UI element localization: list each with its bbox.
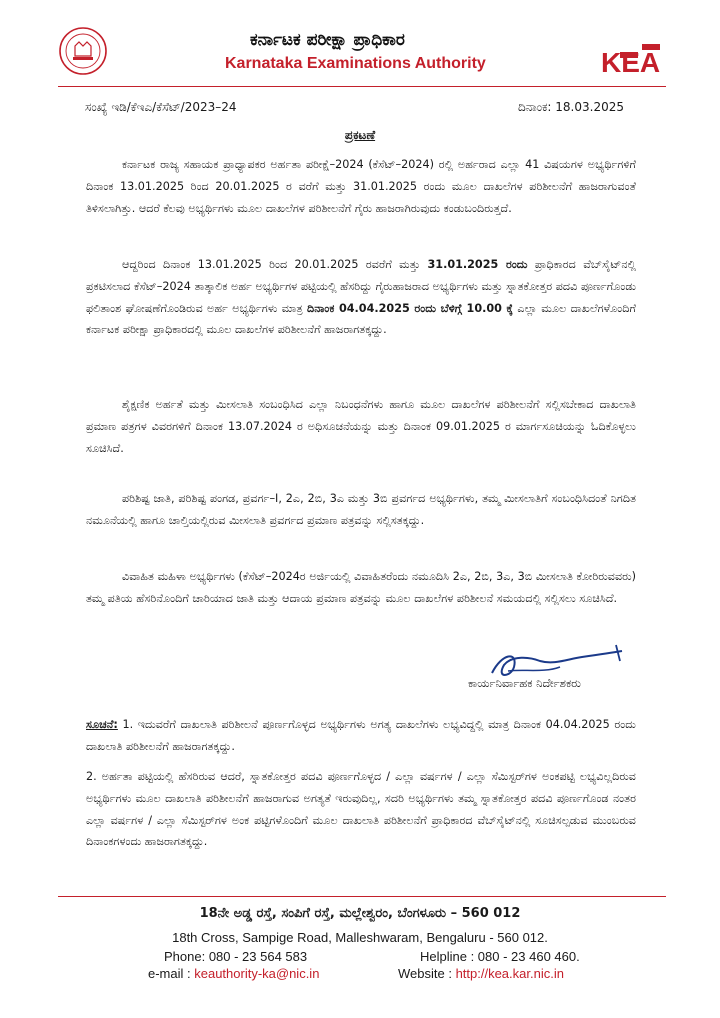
footer-phone: Phone: 080 - 23 564 583 xyxy=(164,949,308,964)
kea-logo-text: KEA xyxy=(601,47,661,76)
paragraph-3: ಶೈಕ್ಷಣಿಕ ಅರ್ಹತೆ ಮತ್ತು ಮೀಸಲಾತಿ ಸಂಬಂಧಿಸಿದ ಎಲ್ಲಾ ನಿಬಂಧನೆಗಳು ಹಾಗೂ ಮೂಲ ದಾಖಲೆಗಳ ಪರಿಶೀಲನೆಗೆ ಸಲ್ಲಿಸಬೇಕಾದ ದಾಖಲಾತಿ ಪ್ರಮಾಣ ಪತ್ರಗಳ ವಿವರಗಳಿಗೆ ದಿನಾಂಕ 13.07.2024 ರ ಅಧಿಸೂಚನೆಯನ್ನು ಮತ್ತು ದಿನಾಂಕ 09.01.2025 ರ ಮಾರ್ಗಸೂಚಿಯನ್ನು ಓದಿಕೊಳ್ಳಲು ಸೂಚಿಸಿದೆ. xyxy=(86,398,636,455)
paragraph-2-bold-date: 31.01.2025 ರಂದು xyxy=(427,258,528,271)
kea-logo-icon xyxy=(598,30,678,76)
footer-website-label: Website : xyxy=(398,966,456,981)
notice-title: ಪ್ರಕಟಣೆ xyxy=(344,128,376,142)
note-2: 2. ಅರ್ಹತಾ ಪಟ್ಟಿಯಲ್ಲಿ ಹೆಸರಿರುವ ಆದರೆ, ಸ್ನಾತಕೋತ್ತರ ಪದವಿ ಪೂರ್ಣಗೊಳ್ಳದ / ಎಲ್ಲಾ ವರ್ಷಗಳ / ಎಲ್ಲಾ ಸೆಮಿಸ್ಟರ್‌ಗಳ ಅಂಕಪಟ್ಟಿ ಲಭ್ಯವಿಲ್ಲದಿರುವ ಅಭ್ಯರ್ಥಿಗಳು ಮೂಲ ದಾಖಲಾತಿ ಪರಿಶೀಲನೆಗೆ ಹಾಜರಾಗುವ ಅಗತ್ಯತೆ ಇರುವುದಿಲ್ಲ, ಸದರಿ ಅಭ್ಯರ್ಥಿಗಳು ತಮ್ಮ ಸ್ನಾತಕೋತ್ತರ ಪದವಿ ಪೂರ್ಣಗೊಂಡ ನಂತರ ಎಲ್ಲಾ ವರ್ಷಗಳ / ಎಲ್ಲಾ ಸೆಮಿಸ್ಟರ್‌ಗಳ ಅಂಕ ಪಟ್ಟಿಗಳೊಂದಿಗೆ ಮೂಲ ದಾಖಲಾತಿ ಪರಿಶೀಲನೆಗೆ ಪ್ರಾಧಿಕಾರದ ವೆಬ್‌ಸೈಟ್‌ನಲ್ಲಿ ಸೂಚಿಸಲ್ಪಡುವ ಮುಂಬರುವ ದಿನಾಂಕಗಳಂದು ಹಾಜರಾಗತಕ್ಕದ್ದು. xyxy=(86,770,636,849)
paragraph-2-text-c: ಪ್ರಾಧಿಕಾರದ ವೆಬ್‌ಸೈಟ್‌ನಲ್ಲಿ ಪ್ರಕಟಿಸಲಾದ ಕೆಸೆಟ್–2024 ತಾತ್ಕಾಲಿಕ ಅರ್ಹ ಅಭ್ಯರ್ಥಿಗಳ ಪಟ್ಟಿಯಲ್ಲಿ ಹೆಸರಿದ್ದು ಗೈರುಹಾಜರಾದ ಅಭ್ಯರ್ಥಿಗಳು ಮತ್ತು ಸ್ನಾತಕೋತ್ತರ ಪದವಿ ಪೂರ್ಣಗೊಂಡು ಫಲಿತಾಂಶ ಘೋಷಣೆಗೊಂಡಿರುವ ಅರ್ಹ ಅಭ್ಯರ್ಥಿಗಳು ಮಾತ್ರ xyxy=(86,258,636,315)
reference-number: ಸಂಖ್ಯೆ ಇಡಿ/ಕೆಇಎ/ಕೆಸೆಟ್/2023–24 xyxy=(85,100,237,114)
paragraph-2-text-a: ಆದ್ದರಿಂದ ದಿನಾಂಕ 13.01.2025 ರಿಂದ 20.01.2025 ರವರೆಗೆ ಮತ್ತು xyxy=(122,258,428,271)
paragraph-4: ಪರಿಶಿಷ್ಟ ಜಾತಿ, ಪರಿಶಿಷ್ಟ ಪಂಗಡ, ಪ್ರವರ್ಗ–I, 2ಎ, 2ಬಿ, 3ಎ ಮತ್ತು 3ಬಿ ಪ್ರವರ್ಗದ ಅಭ್ಯರ್ಥಿಗಳು, ತಮ್ಮ ಮೀಸಲಾತಿಗೆ ಸಂಬಂಧಿಸಿದಂತೆ ನಿಗದಿತ ನಮೂನೆಯಲ್ಲಿ ಹಾಗೂ ಚಾಲ್ತಿಯಲ್ಲಿರುವ ಮೀಸಲಾತಿ ಪ್ರವರ್ಗದ ಪ್ರಮಾಣ ಪತ್ರವನ್ನು ಸಲ್ಲಿಸತಕ್ಕದ್ದು. xyxy=(86,492,636,527)
footer-email xyxy=(148,966,319,981)
footer-divider xyxy=(58,896,666,897)
footer-website-link[interactable]: http://kea.kar.nic.in xyxy=(455,966,564,981)
footer-email-label: e-mail : xyxy=(148,966,195,981)
paragraph-2 xyxy=(86,254,636,341)
paragraph-2-bold-schedule: ದಿನಾಂಕ 04.04.2025 ರಂದು ಬೆಳಿಗ್ಗೆ 10.00 ಕ್ಕೆ xyxy=(307,301,514,315)
reference-date: ದಿನಾಂಕ: 18.03.2025 xyxy=(518,100,624,114)
authority-name-kannada: ಕರ್ನಾಟಕ ಪರೀಕ್ಷಾ ಪ್ರಾಧಿಕಾರ xyxy=(250,30,405,50)
footer-address-english: 18th Cross, Sampige Road, Malleshwaram, Bengaluru - 560 012. xyxy=(172,930,548,945)
note-1 xyxy=(86,714,636,758)
footer-helpline: Helpline : 080 - 23 460 460. xyxy=(420,949,580,964)
karnataka-emblem-icon xyxy=(58,26,108,76)
paragraph-2-text-e: ಎಲ್ಲಾ ಮೂಲ ದಾಖಲೆಗಳೊಂದಿಗೆ ಕರ್ನಾಟಕ ಪರೀಕ್ಷಾ ಪ್ರಾಧಿಕಾರದಲ್ಲಿ ಮೂಲ ದಾಖಲೆಗಳ ಪರಿಶೀಲನೆಗೆ ಹಾಜರಾಗತಕ್ಕದ್ದು. xyxy=(86,301,636,337)
notes-heading: ಸೂಚನೆ: xyxy=(86,718,118,731)
footer-address-kannada: 18ನೇ ಅಡ್ಡ ರಸ್ತೆ, ಸಂಪಿಗೆ ರಸ್ತೆ, ಮಲ್ಲೇಶ್ವರಂ, ಬೆಂಗಳೂರು – 560 012 xyxy=(199,906,521,921)
authority-name-english: Karnataka Examinations Authority xyxy=(225,55,486,72)
signatory-designation: ಕಾರ್ಯನಿರ್ವಾಹಕ ನಿರ್ದೇಶಕರು xyxy=(468,676,581,690)
paragraph-1: ಕರ್ನಾಟಕ ರಾಜ್ಯ ಸಹಾಯಕ ಪ್ರಾಧ್ಯಾಪಕರ ಅರ್ಹತಾ ಪರೀಕ್ಷೆ–2024 (ಕೆಸೆಟ್–2024) ರಲ್ಲಿ ಅರ್ಹರಾದ ಎಲ್ಲಾ 41 ವಿಷಯಗಳ ಅಭ್ಯರ್ಥಿಗಳಿಗೆ ದಿನಾಂಕ 13.01.2025 ರಿಂದ 20.01.2025 ರ ವರೆಗೆ ಮತ್ತು 31.01.2025 ರಂದು ಮೂಲ ದಾಖಲೆಗಳ ಪರಿಶೀಲನೆಗೆ ಹಾಜರಾಗುವಂತೆ ತಿಳಿಸಲಾಗಿತ್ತು. ಆದರೆ ಕೆಲವು ಅಭ್ಯರ್ಥಿಗಳು ಮೂಲ ದಾಖಲೆಗಳ ಪರಿಶೀಲನೆಗೆ ಗೈರು ಹಾಜರಾಗಿರುವುದು ಕಂಡುಬಂದಿರುತ್ತದೆ. xyxy=(86,158,636,215)
paragraph-5: ವಿವಾಹಿತ ಮಹಿಳಾ ಅಭ್ಯರ್ಥಿಗಳು (ಕೆಸೆಟ್–2024ರ ಅರ್ಜಿಯಲ್ಲಿ ವಿವಾಹಿತರೆಂದು ನಮೂದಿಸಿ 2ಎ, 2ಬಿ, 3ಎ, 3ಬಿ ಮೀಸಲಾತಿ ಕೋರಿರುವವರು) ತಮ್ಮ ಪತಿಯ ಹೆಸರಿನೊಂದಿಗೆ ಚಾರಿಯಾದ ಜಾತಿ ಮತ್ತು ಆದಾಯ ಪ್ರಮಾಣ ಪತ್ರವನ್ನು ಮೂಲ ದಾಖಲೆಗಳ ಪರಿಶೀಲನೆ ಸಮಯದಲ್ಲಿ ಸಲ್ಲಿಸಲು ಸೂಚಿಸಿದೆ. xyxy=(86,570,636,605)
footer-email-link[interactable]: keauthority-ka@nic.in xyxy=(194,966,320,981)
header-divider xyxy=(58,86,666,87)
footer-website xyxy=(398,966,564,981)
note-1-text: 1. ಇದುವರೆಗೆ ದಾಖಲಾತಿ ಪರಿಶೀಲನೆ ಪೂರ್ಣಗೊಳ್ಳದ ಅಭ್ಯರ್ಥಿಗಳು ಅಗತ್ಯ ದಾಖಲೆಗಳು ಲಭ್ಯವಿದ್ದಲ್ಲಿ ಮಾತ್ರ ದಿನಾಂಕ 04.04.2025 ರಂದು ದಾಖಲಾತಿ ಪರಿಶೀಲನೆಗೆ ಹಾಜರಾಗತಕ್ಕದ್ದು. xyxy=(86,718,636,753)
